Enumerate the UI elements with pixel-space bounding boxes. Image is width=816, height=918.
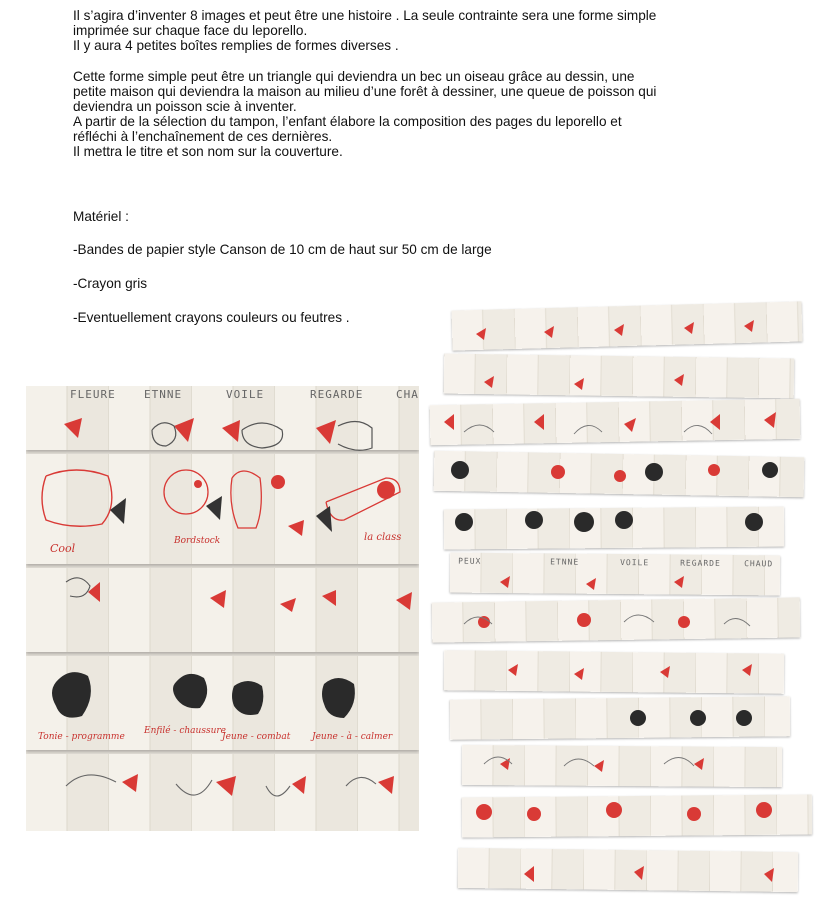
drawing-caption: Tonie - programme xyxy=(38,732,125,742)
word-label: REGARDE xyxy=(310,388,364,401)
leporello-photo-overview xyxy=(424,294,816,910)
intro-line: imprimée sur chaque face du leporello. xyxy=(73,23,308,38)
word-label: VOILE xyxy=(226,388,265,401)
intro-text xyxy=(73,8,773,159)
word-label: REGARDE xyxy=(680,558,721,568)
word-label: FLEURE xyxy=(70,388,116,401)
word-label: CHA xyxy=(396,388,419,401)
triangle-stamp xyxy=(316,420,336,444)
word-label: VOILE xyxy=(620,558,650,568)
materials-item: -Bandes de papier style Canson de 10 cm de haut sur 50 cm de large xyxy=(73,242,492,257)
intro-line: réfléchi à l’enchaînement de ces dernières. xyxy=(73,129,333,144)
word-label: ETNNE xyxy=(144,388,183,401)
leporello-overview-drawings xyxy=(424,294,816,910)
drawing-caption: Enfilé - chaussure xyxy=(144,726,226,736)
word-label: ETNNE xyxy=(550,557,580,567)
intro-line: A partir de la sélection du tampon, l’enfant élabore la composition des pages du leporello et xyxy=(73,114,622,129)
triangle-stamp xyxy=(222,420,240,442)
triangle-stamp xyxy=(64,418,82,438)
materials-heading: Matériel : xyxy=(73,209,129,224)
drawing-caption: Cool xyxy=(50,542,76,555)
intro-line: Il y aura 4 petites boîtes remplies de formes diverses . xyxy=(73,38,399,53)
word-label: PEUX xyxy=(458,556,482,566)
intro-line: petite maison qui deviendra la maison au milieu d’une forêt à dessiner, une queue de poisson qui xyxy=(73,84,657,99)
intro-line: Cette forme simple peut être un triangle qui deviendra un bec un oiseau grâce au dessin, une xyxy=(73,69,635,84)
materials-item: -Crayon gris xyxy=(73,276,148,291)
leporello-photo-closeup xyxy=(26,386,419,831)
drawing-caption: Bordstock xyxy=(174,536,221,546)
leporello-drawings xyxy=(26,386,419,831)
triangle-stamp xyxy=(174,418,194,442)
intro-line: deviendra un poisson scie à inventer. xyxy=(73,99,297,114)
materials-item: -Eventuellement crayons couleurs ou feutres . xyxy=(73,310,350,325)
intro-line: Il s’agira d’inventer 8 images et peut être une histoire . La seule contrainte sera une forme simple xyxy=(73,8,657,23)
drawing-caption: la class xyxy=(364,532,402,543)
word-label: CHAUD xyxy=(744,559,774,569)
drawing-caption: Jeune - combat xyxy=(222,732,291,742)
intro-line: Il mettra le titre et son nom sur la couverture. xyxy=(73,144,343,159)
drawing-caption: Jeune - à - calmer xyxy=(312,732,393,742)
